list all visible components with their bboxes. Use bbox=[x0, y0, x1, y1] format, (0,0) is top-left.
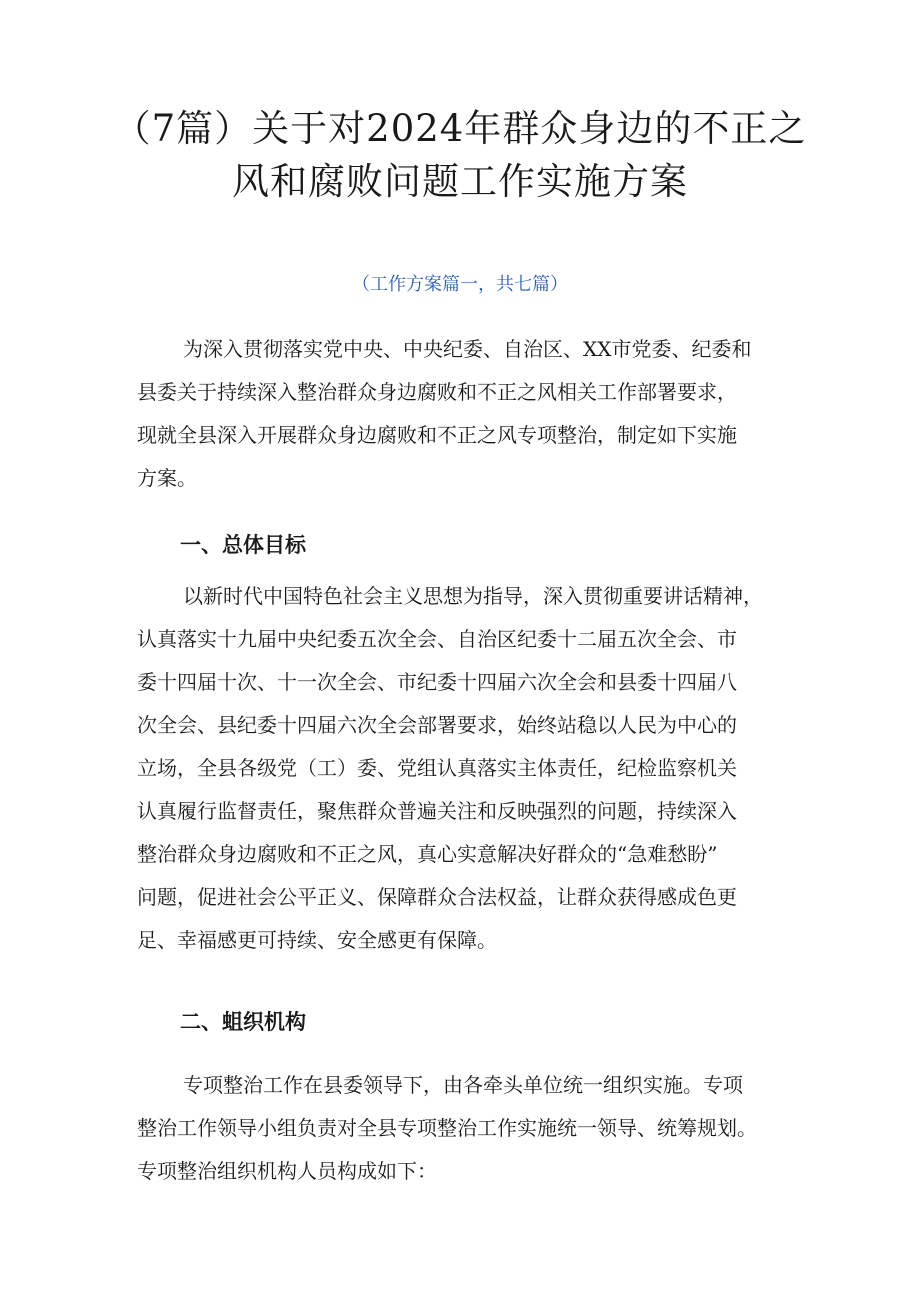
paragraph-line: 委十四届十次、十一次全会、市纪委十四届六次全会和县委十四届八 bbox=[137, 670, 737, 694]
section-heading-organization: 二、蛆织机构 bbox=[180, 1010, 306, 1034]
organization-paragraph bbox=[137, 1064, 797, 1193]
paragraph-line: 县委关于持续深入整治群众身边腐败和不正之风相关工作部署要求， bbox=[137, 380, 737, 404]
document-subtitle: （工作方案篇一，共七篇） bbox=[352, 274, 568, 295]
paragraph-line: 现就全县深入开展群众身边腐败和不正之风专项整治，制定如下实施 bbox=[137, 423, 737, 447]
paragraph-line: 整治群众身边腐败和不正之风，真心实意解决好群众的“急难愁盼” bbox=[137, 842, 718, 866]
paragraph-line: 整治工作领导小组负责对全县专项整治工作实施统一领导、统筹规划。 bbox=[137, 1116, 757, 1140]
paragraph-line: 问题，促进社会公平正义、保障群众合法权益，让群众获得感成色更 bbox=[137, 885, 737, 909]
document-title-line-2: 风和腐败问题工作实施方案 bbox=[232, 160, 688, 203]
paragraph-line: 方案。 bbox=[137, 466, 197, 490]
intro-paragraph bbox=[137, 328, 797, 500]
paragraph-line: 次全会、县纪委十四届六次全会部署要求，始终站稳以人民为中心的 bbox=[137, 713, 737, 737]
paragraph-line: 专项整治组织机构人员构成如下： bbox=[137, 1159, 437, 1183]
goals-paragraph bbox=[137, 575, 797, 962]
paragraph-line: 认真落实十九届中央纪委五次全会、自治区纪委十二届五次全会、市 bbox=[137, 627, 737, 651]
document-title-line-1: （7篇）关于对2024年群众身边的不正之 bbox=[113, 107, 807, 150]
paragraph-line: 专项整治工作在县委领导下，由各牵头单位统一组织实施。专项 bbox=[183, 1073, 743, 1097]
paragraph-line: 立场，全县各级党（工）委、党组认真落实主体责任，纪检监察机关 bbox=[137, 756, 737, 780]
section-heading-goals: 一、总体目标 bbox=[180, 533, 306, 557]
paragraph-line: 以新时代中国特色社会主义思想为指导，深入贯彻重要讲话精神， bbox=[183, 584, 763, 608]
paragraph-line: 足、幸福感更可持续、安全感更有保障。 bbox=[137, 928, 497, 952]
paragraph-line: 认真履行监督责任，聚焦群众普遍关注和反映强烈的问题，持续深入 bbox=[137, 799, 737, 823]
paragraph-line: 为深入贯彻落实党中央、中央纪委、自治区、XX市党委、纪委和 bbox=[183, 337, 752, 361]
